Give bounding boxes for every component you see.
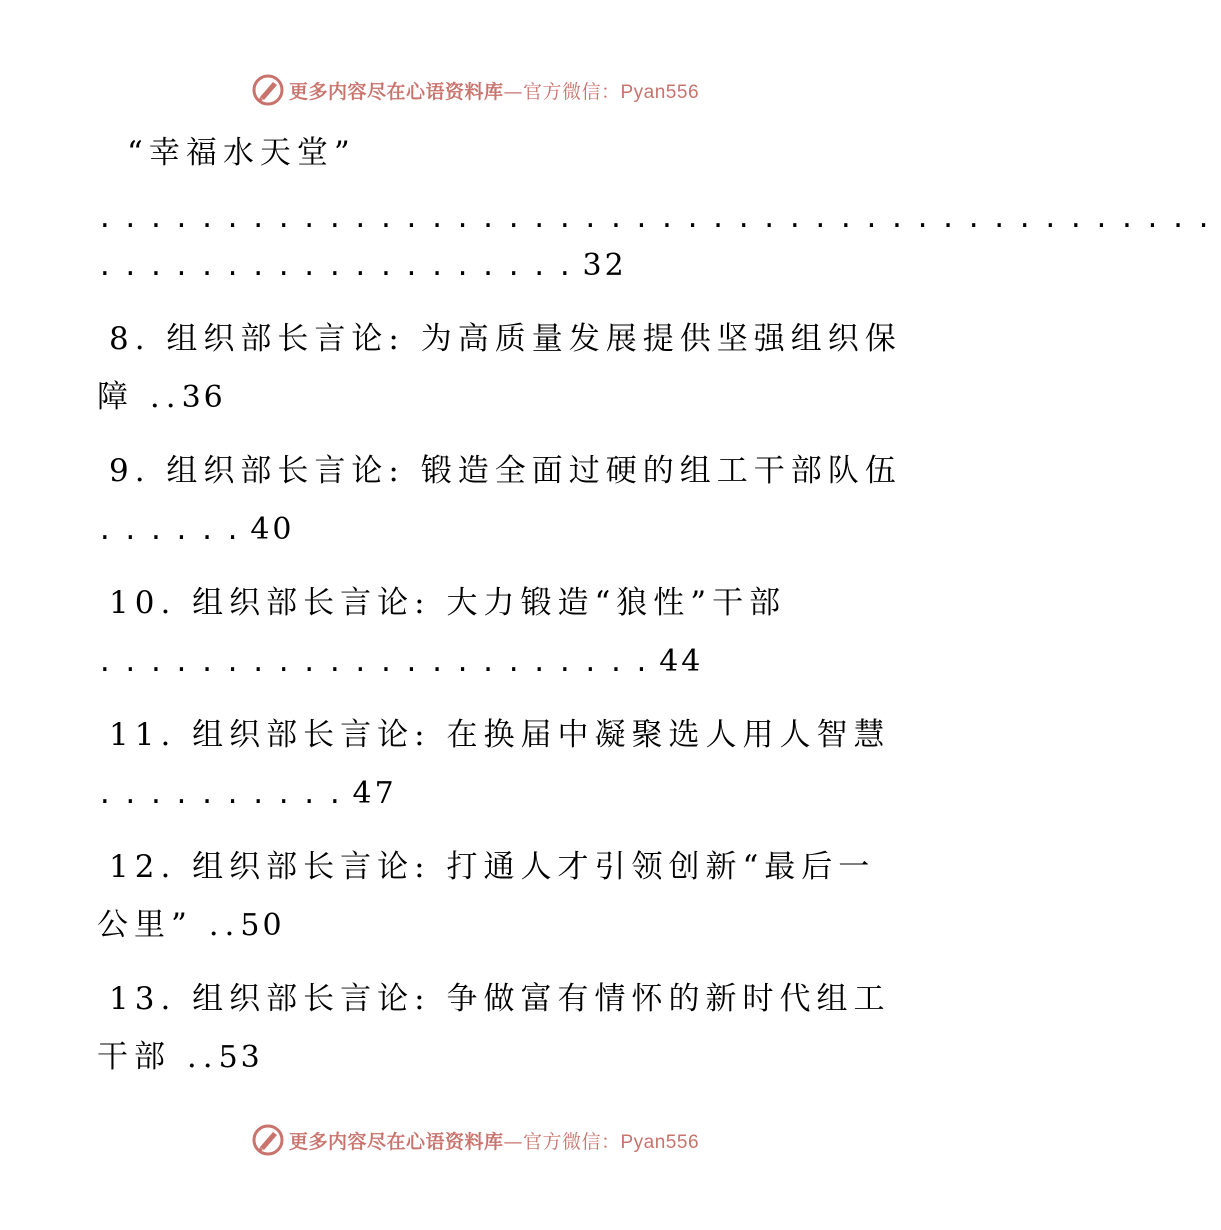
watermark-wechat-label: 官方微信：: [522, 80, 621, 103]
toc-page-number: 53: [218, 1040, 263, 1075]
toc-entry-8[interactable]: [109, 314, 902, 364]
toc-page-number: 50: [240, 908, 285, 943]
toc-page-number: 32: [582, 248, 627, 283]
toc-entry-title: 11. 组织部长言论: 在换届中凝聚选人用人智慧: [109, 717, 891, 753]
toc-entry-title: 9. 组织部长言论: 锻造全面过硬的组工干部队伍: [109, 453, 902, 489]
toc-leader-dots: ......: [97, 516, 251, 546]
watermark-separator: —: [503, 80, 523, 103]
toc-entry-7-dots-line: [97, 192, 1221, 242]
toc-leader-dots: ......................: [97, 648, 660, 678]
pen-logo-icon: [251, 1123, 285, 1157]
toc-entry-title-tail: 障 ..: [97, 379, 182, 415]
header-watermark: [0, 70, 950, 110]
watermark-separator: —: [503, 1130, 523, 1153]
watermark-text: [289, 1127, 699, 1154]
toc-page-number: 44: [659, 644, 704, 679]
watermark-wechat-label: 官方微信：: [522, 1130, 621, 1153]
toc-entry-7-title-tail: “幸福水天堂”: [127, 135, 356, 171]
toc-entry-title: 12. 组织部长言论: 打通人才引领创新“最后一: [109, 849, 876, 885]
toc-entry-12-tail[interactable]: [97, 900, 285, 950]
toc-entry-7-tail: [127, 128, 356, 178]
toc-leader-dots: ............................................: [97, 204, 1221, 234]
toc-entry-title: 8. 组织部长言论: 为高质量发展提供坚强组织保: [109, 321, 902, 357]
toc-entry-7-page-line: [97, 240, 627, 290]
watermark-wechat-id: Pyan556: [620, 1131, 700, 1153]
watermark-wechat-id: Pyan556: [620, 81, 700, 103]
watermark-text: [289, 77, 699, 104]
toc-entry-11[interactable]: [109, 710, 890, 760]
toc-page-number: 40: [250, 512, 295, 547]
toc-entry-8-tail[interactable]: [97, 372, 226, 422]
toc-entry-12[interactable]: [109, 842, 875, 892]
pen-logo-icon: [251, 73, 285, 107]
watermark-main: 更多内容尽在心语资料库: [288, 1130, 504, 1153]
toc-entry-10[interactable]: [109, 578, 786, 628]
toc-entry-title: 10. 组织部长言论: 大力锻造“狼性”干部: [109, 585, 787, 621]
toc-entry-9[interactable]: [109, 446, 902, 496]
toc-leader-dots: ..........: [97, 780, 353, 810]
toc-entry-title-tail: 干部 ..: [97, 1039, 219, 1075]
toc-entry-10-page-line[interactable]: [97, 636, 703, 686]
toc-entry-title: 13. 组织部长言论: 争做富有情怀的新时代组工: [109, 981, 891, 1017]
toc-entry-9-page-line[interactable]: [97, 504, 295, 554]
toc-entry-13[interactable]: [109, 974, 890, 1024]
toc-leader-dots: ...................: [97, 252, 583, 282]
toc-entry-13-tail[interactable]: [97, 1032, 263, 1082]
toc-entry-title-tail: 公里” ..: [97, 907, 241, 943]
toc-page-number: 36: [181, 380, 226, 415]
toc-page-number: 47: [352, 776, 397, 811]
toc-entry-11-page-line[interactable]: [97, 768, 397, 818]
footer-watermark: [0, 1120, 950, 1160]
watermark-main: 更多内容尽在心语资料库: [288, 80, 504, 103]
